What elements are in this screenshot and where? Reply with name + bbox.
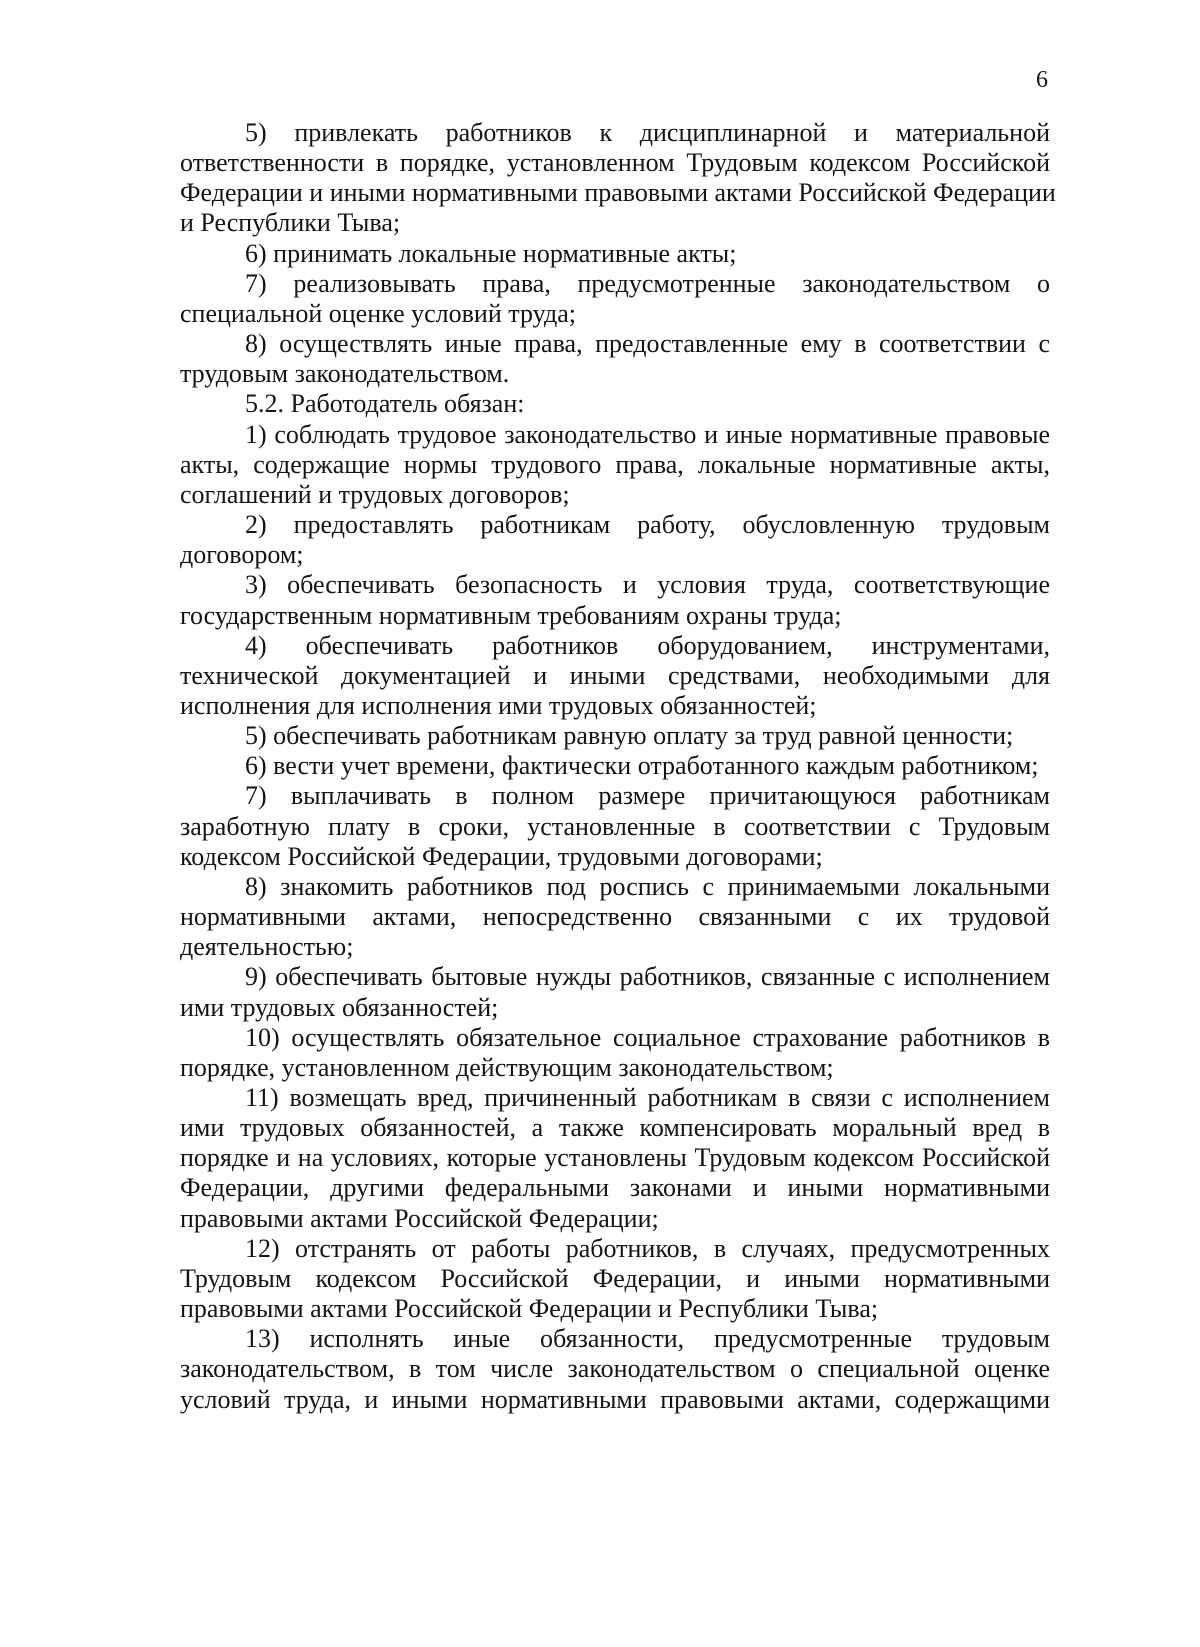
- text-line: 11) возмещать вред, причиненный работникам в связи с исполнением: [245, 1083, 1050, 1112]
- paragraph: [180, 721, 1050, 751]
- page-number: 6: [1036, 67, 1048, 93]
- section-heading: [180, 389, 1050, 419]
- text-line: условий труда, и иными нормативными правовыми актами, содержащими: [180, 1384, 1050, 1414]
- text-line: правовыми актами Российской Федерации и Республики Тыва;: [180, 1294, 879, 1324]
- paragraph: [180, 570, 1050, 630]
- paragraph: [180, 962, 1050, 1022]
- text-line: договором;: [180, 540, 304, 570]
- paragraph: [180, 1234, 1050, 1324]
- text-line: 6) вести учет времени, фактически отработанного каждым работником;: [245, 751, 1039, 781]
- text-line: порядке, установленном действующим законодательством;: [180, 1052, 834, 1082]
- text-line: 10) осуществлять обязательное социальное страхование работников в: [245, 1022, 1050, 1052]
- paragraph: [180, 1324, 1050, 1414]
- document-body: [180, 118, 1056, 1415]
- paragraph: [180, 631, 1050, 721]
- text-line: правовыми актами Российской Федерации;: [180, 1203, 659, 1233]
- text-line: ими трудовых обязанностей;: [180, 992, 499, 1022]
- paragraph: [180, 781, 1050, 871]
- text-line: 1) соблюдать трудовое законодательство и иные нормативные правовые: [245, 419, 1050, 449]
- paragraph: [180, 751, 1050, 781]
- text-line: 9) обеспечивать бытовые нужды работников, связанные с исполнением: [245, 962, 1050, 992]
- paragraph: [180, 118, 1056, 239]
- text-line: Федерации и иными нормативными правовыми актами Российской Федерации: [180, 178, 1056, 208]
- text-line: заработную плату в сроки, установленные в соответствии с Трудовым: [180, 811, 1050, 841]
- text-line: законодательством, в том числе законодательством о специальной оценке: [180, 1354, 1050, 1384]
- paragraph: [180, 239, 1050, 269]
- text-line: соглашений и трудовых договоров;: [180, 479, 570, 509]
- text-line: 8) знакомить работников под роспись с принимаемыми локальными: [245, 871, 1050, 901]
- text-line: трудовым законодательством.: [180, 359, 510, 389]
- text-line: 6) принимать локальные нормативные акты;: [245, 238, 737, 268]
- text-line: 5.2. Работодатель обязан:: [245, 389, 525, 419]
- text-line: 7) выплачивать в полном размере причитающуюся работникам: [245, 781, 1050, 811]
- text-line: государственным нормативным требованиям охраны труда;: [180, 600, 842, 630]
- text-line: специальной оценке условий труда;: [180, 298, 576, 328]
- paragraph: [180, 329, 1050, 389]
- text-line: нормативными актами, непосредственно связанными с их трудовой: [180, 902, 1050, 932]
- paragraph: [180, 1083, 1050, 1234]
- paragraph: [180, 872, 1050, 962]
- text-line: Трудовым кодексом Российской Федерации, и иными нормативными: [180, 1263, 1050, 1293]
- text-line: кодексом Российской Федерации, трудовыми договорами;: [180, 841, 823, 871]
- text-line: технической документацией и иными средствами, необходимыми для: [180, 660, 1050, 690]
- text-line: ответственности в порядке, установленном Трудовым кодексом Российской: [180, 148, 1050, 178]
- paragraph: [180, 1023, 1050, 1083]
- text-line: ими трудовых обязанностей, а также компенсировать моральный вред в: [180, 1113, 1050, 1143]
- text-line: 3) обеспечивать безопасность и условия труда, соответствующие: [245, 570, 1050, 600]
- paragraph: [180, 269, 1050, 329]
- paragraph: [180, 420, 1050, 510]
- text-line: и Республики Тыва;: [180, 208, 401, 238]
- text-line: 5) привлекать работников к дисциплинарной и материальной: [245, 118, 1050, 147]
- paragraph: [180, 510, 1050, 570]
- text-line: акты, содержащие нормы трудового права, локальные нормативные акты,: [180, 449, 1050, 479]
- text-line: 13) исполнять иные обязанности, предусмотренные трудовым: [245, 1324, 1050, 1354]
- text-line: 12) отстранять от работы работников, в случаях, предусмотренных: [245, 1233, 1050, 1263]
- text-line: 5) обеспечивать работникам равную оплату за труд равной ценности;: [245, 721, 1014, 751]
- text-line: исполнения для исполнения ими трудовых обязанностей;: [180, 690, 817, 720]
- text-line: деятельностью;: [180, 932, 354, 962]
- text-line: 8) осуществлять иные права, предоставленные ему в соответствии с: [245, 329, 1050, 359]
- text-line: порядке и на условиях, которые установлены Трудовым кодексом Российской: [180, 1143, 1050, 1173]
- text-line: 2) предоставлять работникам работу, обусловленную трудовым: [245, 510, 1050, 540]
- text-line: Федерации, другими федеральными законами и иными нормативными: [180, 1173, 1050, 1203]
- text-line: 7) реализовывать права, предусмотренные законодательством о: [245, 268, 1050, 298]
- text-line: 4) обеспечивать работников оборудованием, инструментами,: [245, 630, 1050, 660]
